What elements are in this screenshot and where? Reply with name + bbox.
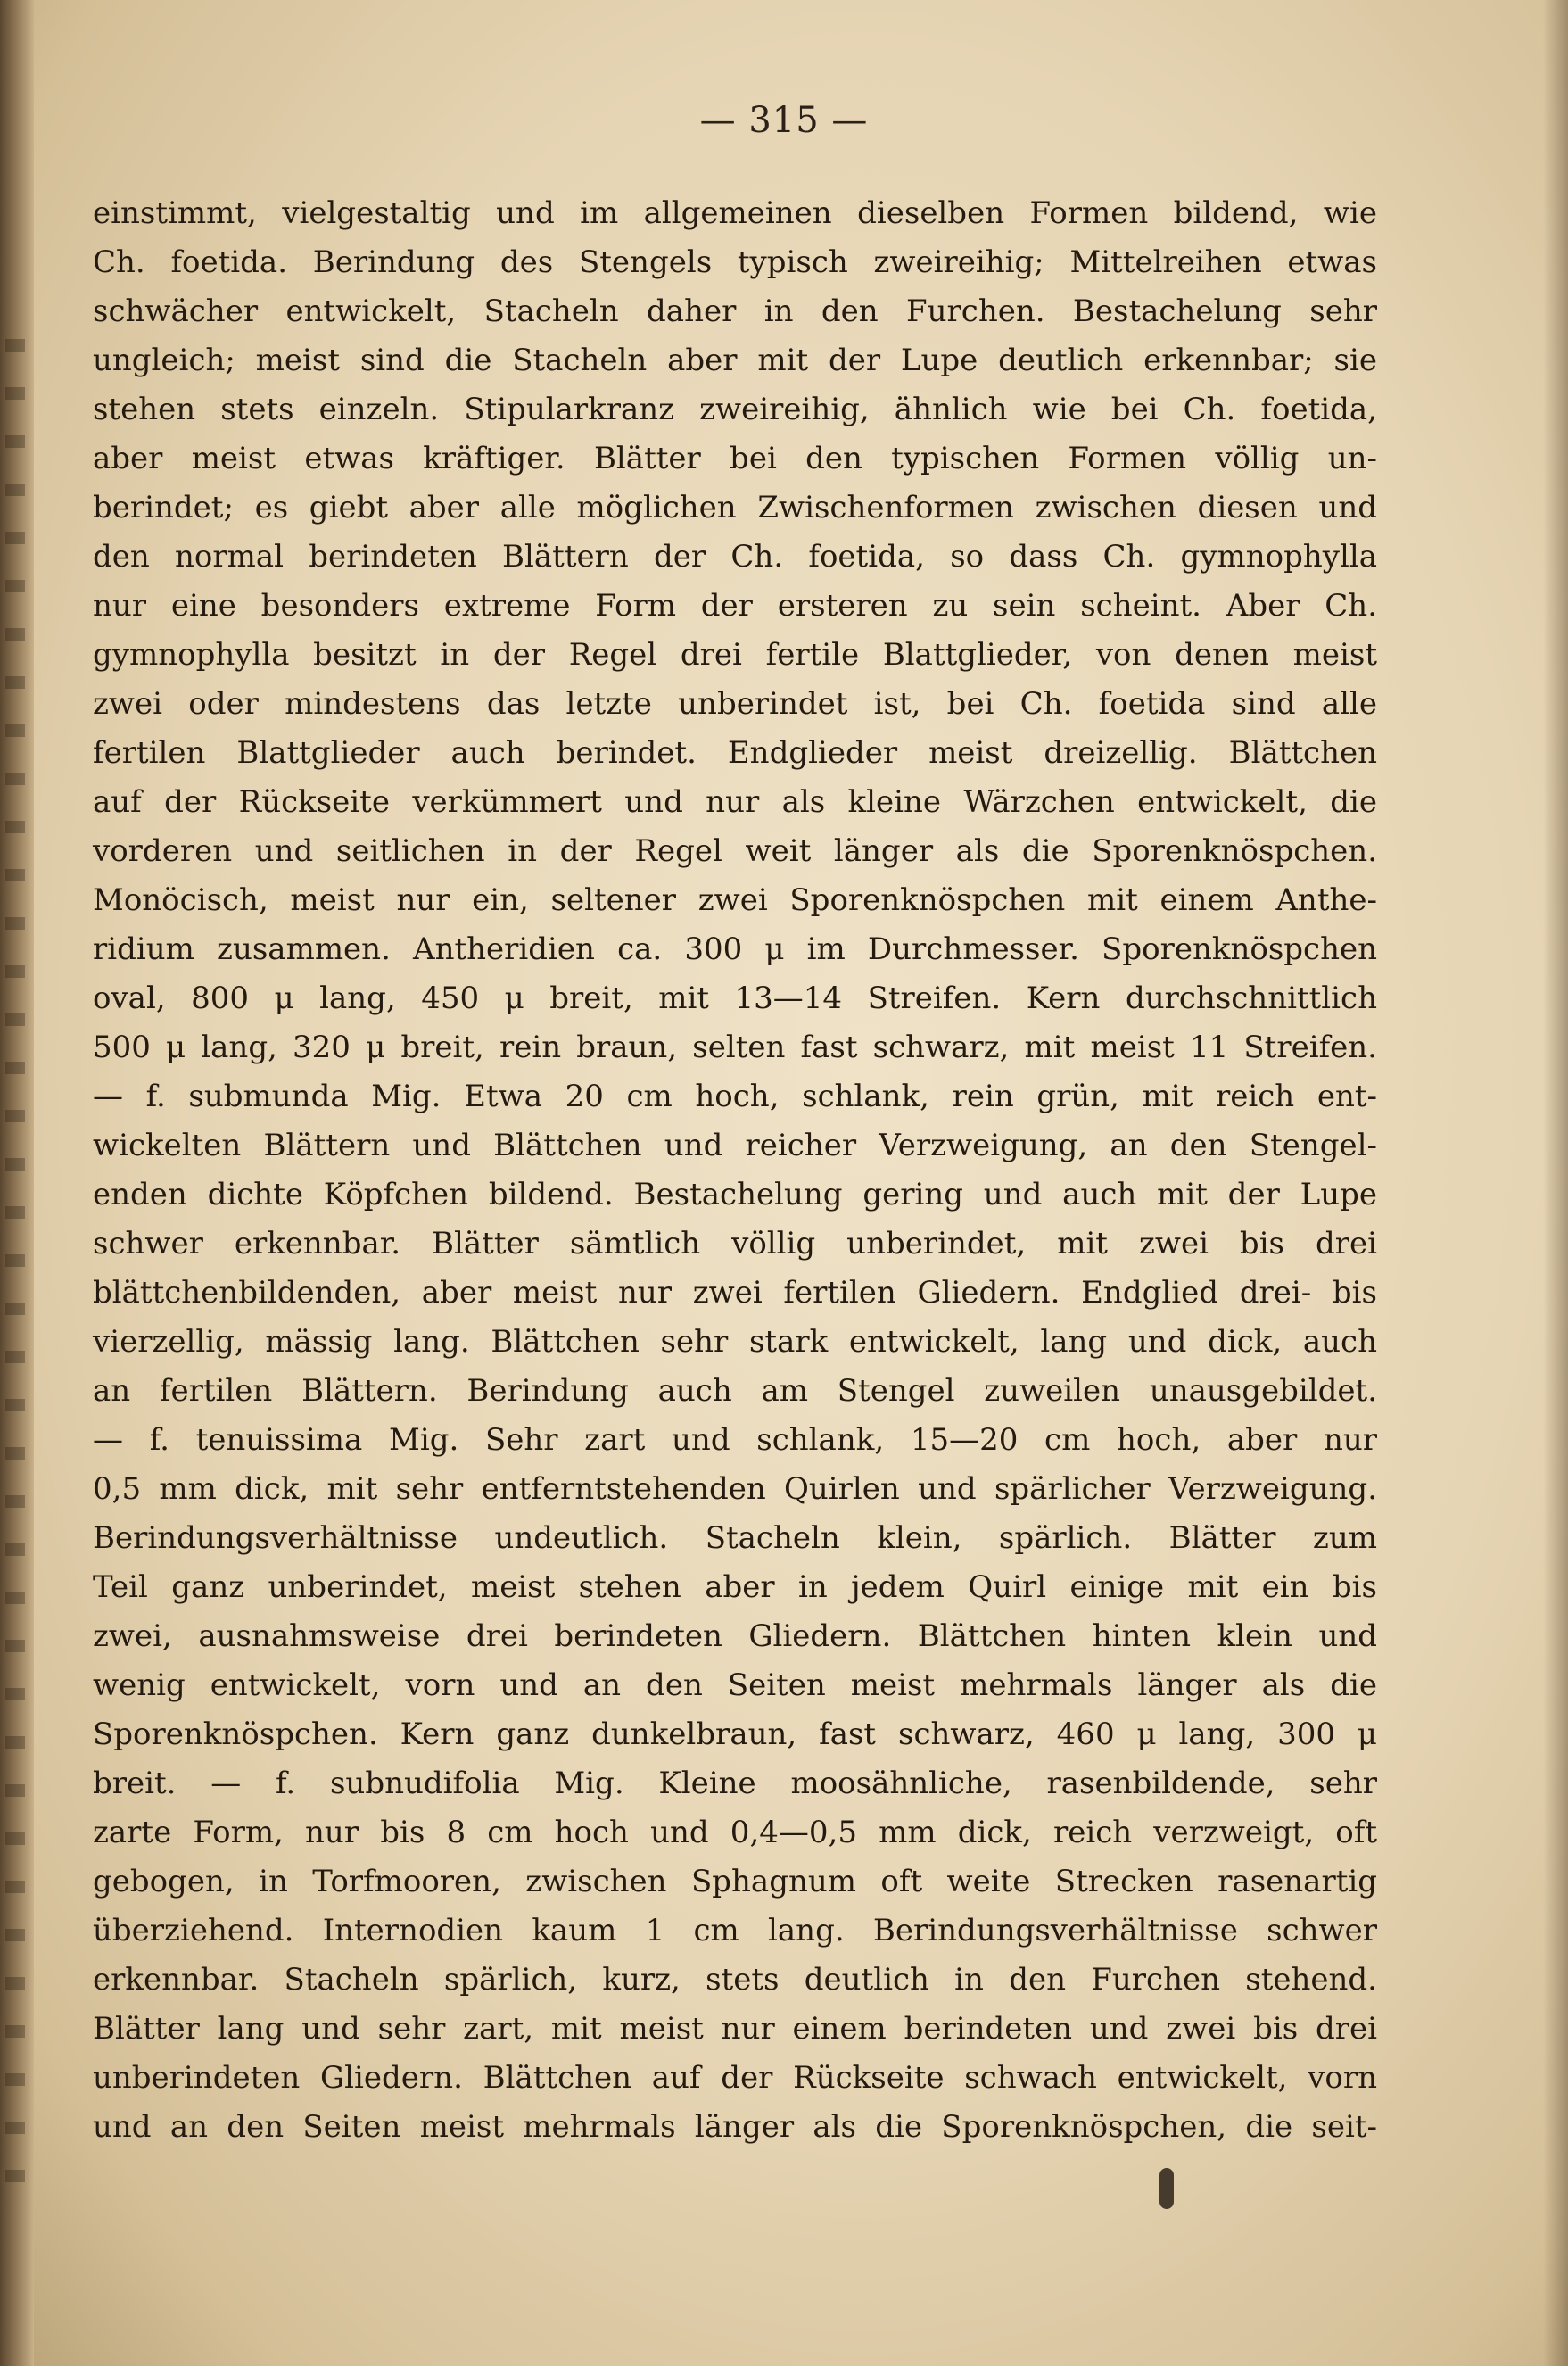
text-line: zarte Form, nur bis 8 cm hoch und 0,4—0,5 mm dick, reich verzweigt, oft <box>93 1815 1377 1850</box>
text-line: Teil ganz unberindet, meist stehen aber in jedem Quirl einige mit ein bis <box>93 1569 1377 1605</box>
text-line: 0,5 mm dick, mit sehr entferntstehenden Quirlen und spärlicher Verzweigung. <box>93 1471 1377 1507</box>
text-line: einstimmt, vielgestaltig und im allgemeinen dieselben Formen bildend, wie <box>93 195 1377 231</box>
text-line: gebogen, in Torfmooren, zwischen Sphagnum oft weite Strecken rasenartig <box>93 1864 1377 1899</box>
text-line: ungleich; meist sind die Stacheln aber mit der Lupe deutlich erkennbar; sie <box>93 343 1377 378</box>
text-line: wenig entwickelt, vorn und an den Seiten meist mehrmals länger als die <box>93 1667 1377 1703</box>
text-line: schwer erkennbar. Blätter sämtlich völlig unberindet, mit zwei bis drei <box>93 1226 1377 1262</box>
ink-blot <box>1159 2168 1174 2209</box>
text-line: unberindeten Gliedern. Blättchen auf der Rückseite schwach entwickelt, vorn <box>93 2060 1377 2096</box>
text-line: Berindungsverhältnisse undeutlich. Stacheln klein, spärlich. Blätter zum <box>93 1520 1377 1556</box>
text-line: breit. — f. subnudifolia Mig. Kleine moosähnliche, rasenbildende, sehr <box>93 1766 1377 1801</box>
text-line: — f. submunda Mig. Etwa 20 cm hoch, schlank, rein grün, mit reich ent- <box>93 1079 1377 1114</box>
text-line: aber meist etwas kräftiger. Blätter bei den typischen Formen völlig un- <box>93 441 1377 476</box>
text-line: Ch. foetida. Berindung des Stengels typisch zweireihig; Mittelreihen etwas <box>93 244 1377 280</box>
text-line: gymnophylla besitzt in der Regel drei fertile Blattglieder, von denen meist <box>93 637 1377 673</box>
text-line: und an den Seiten meist mehrmals länger als die Sporenknöspchen, die seit- <box>93 2109 1377 2145</box>
text-line: den normal berindeten Blättern der Ch. foetida, so dass Ch. gymnophylla <box>93 539 1377 575</box>
text-line: nur eine besonders extreme Form der ersteren zu sein scheint. Aber Ch. <box>93 588 1377 624</box>
text-line: vierzellig, mässig lang. Blättchen sehr stark entwickelt, lang und dick, auch <box>93 1324 1377 1360</box>
text-line: zwei oder mindestens das letzte unberindet ist, bei Ch. foetida sind alle <box>93 686 1377 722</box>
text-line: zwei, ausnahmsweise drei berindeten Gliedern. Blättchen hinten klein und <box>93 1618 1377 1654</box>
page-edge-shadow <box>1543 0 1568 2366</box>
text-line: fertilen Blattglieder auch berindet. Endglieder meist dreizellig. Blättchen <box>93 735 1377 771</box>
text-line: Monöcisch, meist nur ein, seltener zwei Sporenknöspchen mit einem Anthe- <box>93 882 1377 918</box>
text-line: 500 μ lang, 320 μ breit, rein braun, selten fast schwarz, mit meist 11 Streifen. <box>93 1030 1377 1065</box>
text-line: auf der Rückseite verkümmert und nur als kleine Wärzchen entwickelt, die <box>93 784 1377 820</box>
text-line: oval, 800 μ lang, 450 μ breit, mit 13—14 Streifen. Kern durchschnittlich <box>93 980 1377 1016</box>
text-line: berindet; es giebt aber alle möglichen Zwischenformen zwischen diesen und <box>93 490 1377 525</box>
text-line: stehen stets einzeln. Stipularkranz zweireihig, ähnlich wie bei Ch. foetida, <box>93 392 1377 427</box>
text-line: wickelten Blättern und Blättchen und reicher Verzweigung, an den Stengel- <box>93 1128 1377 1163</box>
text-line: enden dichte Köpfchen bildend. Bestachelung gering und auch mit der Lupe <box>93 1177 1377 1212</box>
page-number: — 315 — <box>699 100 869 141</box>
text-line: Blätter lang und sehr zart, mit meist nur einem berindeten und zwei bis drei <box>93 2011 1377 2047</box>
text-line: — f. tenuissima Mig. Sehr zart und schlank, 15—20 cm hoch, aber nur <box>93 1422 1377 1458</box>
text-line: blättchenbildenden, aber meist nur zwei fertilen Gliedern. Endglied drei- bis <box>93 1275 1377 1311</box>
book-gutter <box>0 0 34 2366</box>
body-text <box>93 189 1377 2152</box>
text-line: erkennbar. Stacheln spärlich, kurz, stets deutlich in den Furchen stehend. <box>93 1962 1377 1998</box>
facing-page-text-remnants <box>5 339 25 2213</box>
text-line: an fertilen Blättern. Berindung auch am Stengel zuweilen unausgebildet. <box>93 1373 1377 1409</box>
text-line: schwächer entwickelt, Stacheln daher in den Furchen. Bestachelung sehr <box>93 294 1377 329</box>
text-line: vorderen und seitlichen in der Regel weit länger als die Sporenknöspchen. <box>93 833 1377 869</box>
text-line: Sporenknöspchen. Kern ganz dunkelbraun, fast schwarz, 460 μ lang, 300 μ <box>93 1717 1377 1752</box>
text-line: ridium zusammen. Antheridien ca. 300 μ im Durchmesser. Sporenknöspchen <box>93 931 1377 967</box>
text-line: überziehend. Internodien kaum 1 cm lang. Berindungsverhältnisse schwer <box>93 1913 1377 1948</box>
